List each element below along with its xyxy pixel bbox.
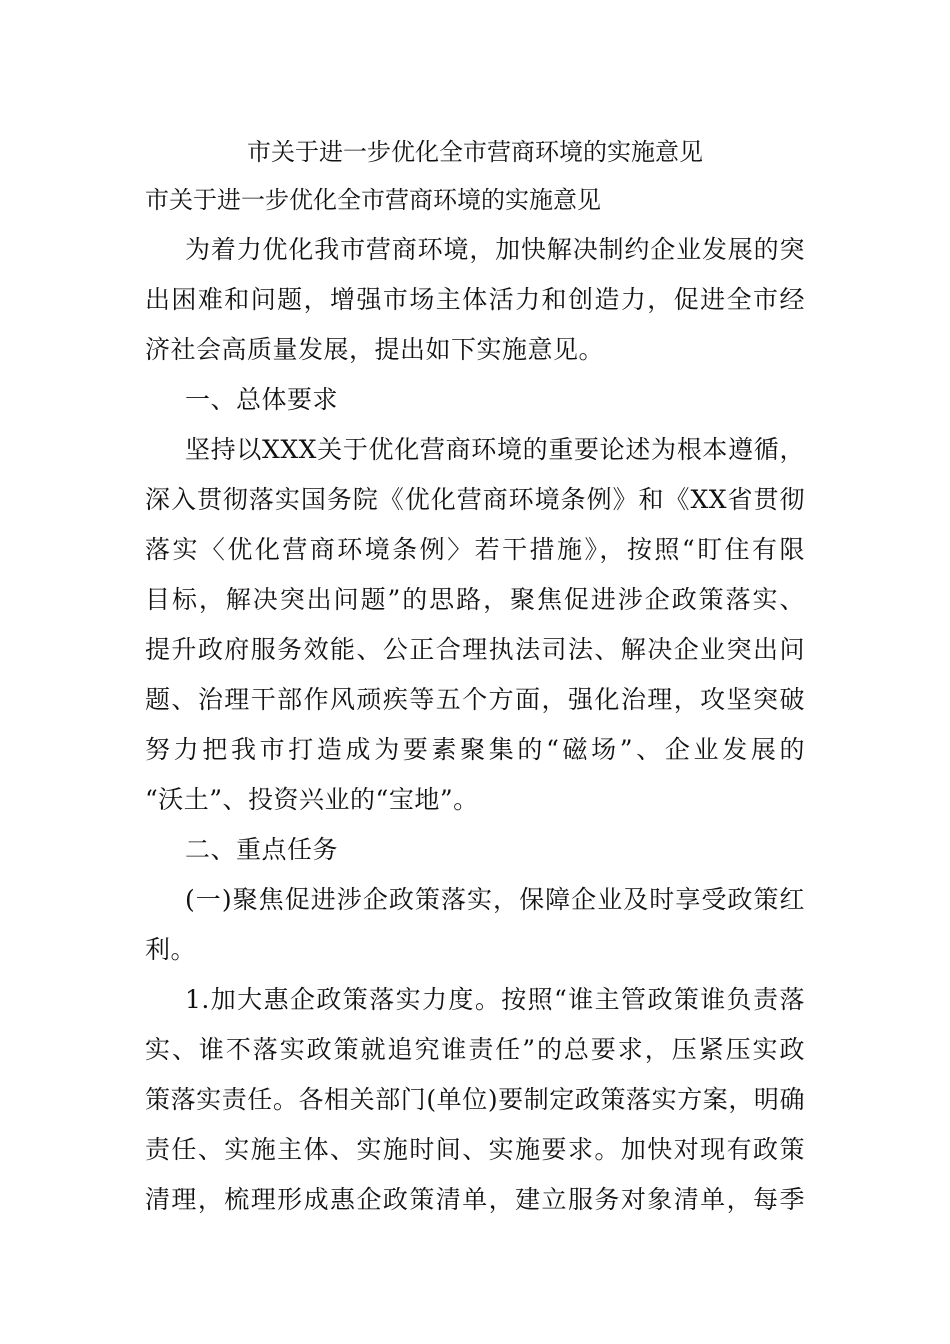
paragraph-line: 目标，解决突出问题”的思路，聚焦促进涉企政策落实、 xyxy=(145,585,805,614)
document-subtitle: 市关于进一步优化全市营商环境的实施意见 xyxy=(145,186,601,214)
subsection-heading: (一)聚焦促进涉企政策落实，保障企业及时享受政策红 xyxy=(185,885,805,914)
paragraph-line: 努力把我市打造成为要素聚集的“磁场”、企业发展的 xyxy=(145,735,805,764)
section-heading: 一、总体要求 xyxy=(185,385,339,414)
subsection-heading: 利。 xyxy=(145,935,197,964)
document-title: 市关于进一步优化全市营商环境的实施意见 xyxy=(247,138,703,166)
paragraph-line: 坚持以XXX关于优化营商环境的重要论述为根本遵循， xyxy=(185,435,805,464)
paragraph-line: 题、治理干部作风顽疾等五个方面，强化治理，攻坚突破 xyxy=(145,685,805,714)
paragraph-line: 深入贯彻落实国务院《优化营商环境条例》和《XX省贯彻 xyxy=(145,485,805,514)
paragraph-line: 出困难和问题，增强市场主体活力和创造力，促进全市经 xyxy=(145,285,805,314)
paragraph-line: 提升政府服务效能、公正合理执法司法、解决企业突出问 xyxy=(145,635,805,664)
section-heading: 二、重点任务 xyxy=(185,835,339,864)
paragraph-line: 清理，梳理形成惠企政策清单，建立服务对象清单，每季 xyxy=(145,1185,805,1214)
paragraph-line: 济社会高质量发展，提出如下实施意见。 xyxy=(145,335,605,364)
paragraph-line: 策落实责任。各相关部门(单位)要制定政策落实方案，明确 xyxy=(145,1085,805,1114)
paragraph-line: 落实〈优化营商环境条例〉若干措施》，按照“盯住有限 xyxy=(145,535,805,564)
paragraph-line: 1.加大惠企政策落实力度。按照“谁主管政策谁负责落 xyxy=(185,985,805,1014)
paragraph-line: 为着力优化我市营商环境，加快解决制约企业发展的突 xyxy=(185,235,805,264)
paragraph-line: 责任、实施主体、实施时间、实施要求。加快对现有政策 xyxy=(145,1135,805,1164)
paragraph-line: “沃土”、投资兴业的“宝地”。 xyxy=(145,785,479,814)
paragraph-line: 实、谁不落实政策就追究谁责任”的总要求，压紧压实政 xyxy=(145,1035,805,1064)
